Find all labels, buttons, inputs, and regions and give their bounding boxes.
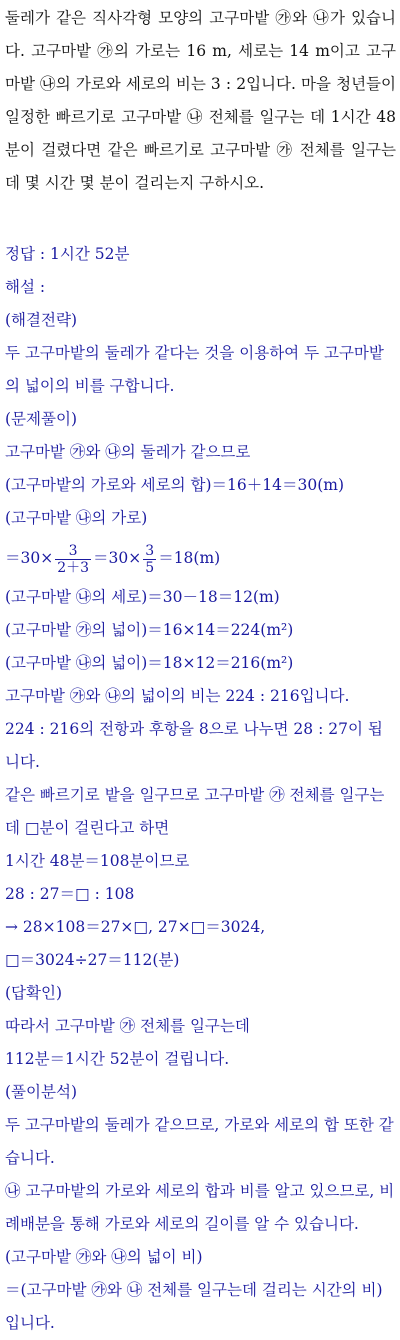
solution-label: (문제풀이)	[5, 410, 77, 428]
question-text: 둘레가 같은 직사각형 모양의 고구마밭 ㉮와 ㉯가 있습니다. 고구마밭 ㉮의 가로는 16 m, 세로는 14 m이고 고구마밭 ㉯의 가로와 세로의 비는 3 : 2입니다. 마을 청년들이 일정한 빠르기로 고구마밭 ㉯ 전체를 일구는 데 1시간 48분이 걸렸다면 같은 빠르기로 고구마밭 ㉮ 전체를 일구는 데 몇 시간 몇 분이 걸리는지 구하시오.	[5, 9, 396, 192]
answer-section	[5, 238, 396, 1340]
solution-line-5: (고구마밭 ㉯의 세로)＝30－18＝12(m)	[5, 588, 280, 606]
fraction-2-numerator: 3	[145, 542, 155, 559]
answer-line: 정답 : 1시간 52분	[5, 245, 130, 263]
explain-label: 해설 :	[5, 278, 46, 296]
solution-line-1: 고구마밭 ㉮와 ㉯의 둘레가 같으므로	[5, 443, 251, 461]
check-line-2: 112분＝1시간 52분이 걸립니다.	[5, 1050, 230, 1068]
solution-line-2: (고구마밭의 가로와 세로의 합)＝16＋14＝30(m)	[5, 476, 345, 494]
fraction-1-numerator: 3	[55, 543, 91, 560]
analysis-line-4: ＝(고구마밭 ㉮와 ㉯ 전체를 일구는데 걸리는 시간의 비)입니다.	[5, 1281, 383, 1332]
fraction-2	[143, 543, 156, 576]
strategy-text: 두 고구마밭의 둘레가 같다는 것을 이용하여 두 고구마밭의 넓이의 비를 구합니다.	[5, 344, 384, 395]
fraction-suffix: ＝18(m)	[158, 549, 221, 567]
analysis-line-1: 두 고구마밭의 둘레가 같으므로, 가로와 세로의 합 또한 같습니다.	[5, 1116, 394, 1167]
solution-line-13: → 28×108＝27×□, 27×□＝3024,	[5, 918, 266, 936]
strategy-label: (해결전략)	[5, 311, 77, 329]
fraction-2-denominator: 5	[145, 559, 155, 576]
fraction-middle: ＝30×	[93, 549, 142, 567]
solution-line-8: 고구마밭 ㉮와 ㉯의 넓이의 비는 224 : 216입니다.	[5, 687, 350, 705]
solution-line-12: 28 : 27＝□ : 108	[5, 885, 135, 903]
check-label: (답확인)	[5, 984, 63, 1002]
analysis-label: (풀이분석)	[5, 1083, 77, 1101]
solution-line-9: 224 : 216의 전항과 후항을 8으로 나누면 28 : 27이 됩니다.	[5, 720, 383, 771]
fraction-1	[55, 543, 91, 576]
fraction-1-denominator: 2＋3	[57, 559, 90, 576]
analysis-line-3: (고구마밭 ㉮와 ㉯의 넓이 비)	[5, 1248, 203, 1266]
analysis-line-2: ㉯ 고구마밭의 가로와 세로의 합과 비를 알고 있으므로, 비례배분을 통해 가로와 세로의 길이를 알 수 있습니다.	[5, 1182, 395, 1233]
solution-line-11: 1시간 48분＝108분이므로	[5, 852, 190, 870]
solution-line-14: □＝3024÷27＝112(분)	[5, 951, 180, 969]
solution-line-3: (고구마밭 ㉯의 가로)	[5, 509, 148, 527]
solution-line-10: 같은 빠르기로 밭을 일구므로 고구마밭 ㉮ 전체를 일구는데 □분이 걸린다고 하면	[5, 786, 385, 837]
solution-line-7: (고구마밭 ㉯의 넓이)＝18×12＝216(m²)	[5, 654, 294, 672]
check-line-1: 따라서 고구마밭 ㉮ 전체를 일구는데	[5, 1017, 250, 1035]
fraction-equation	[5, 535, 396, 581]
solution-line-6: (고구마밭 ㉮의 넓이)＝16×14＝224(m²)	[5, 621, 294, 639]
fraction-prefix: ＝30×	[5, 549, 54, 567]
